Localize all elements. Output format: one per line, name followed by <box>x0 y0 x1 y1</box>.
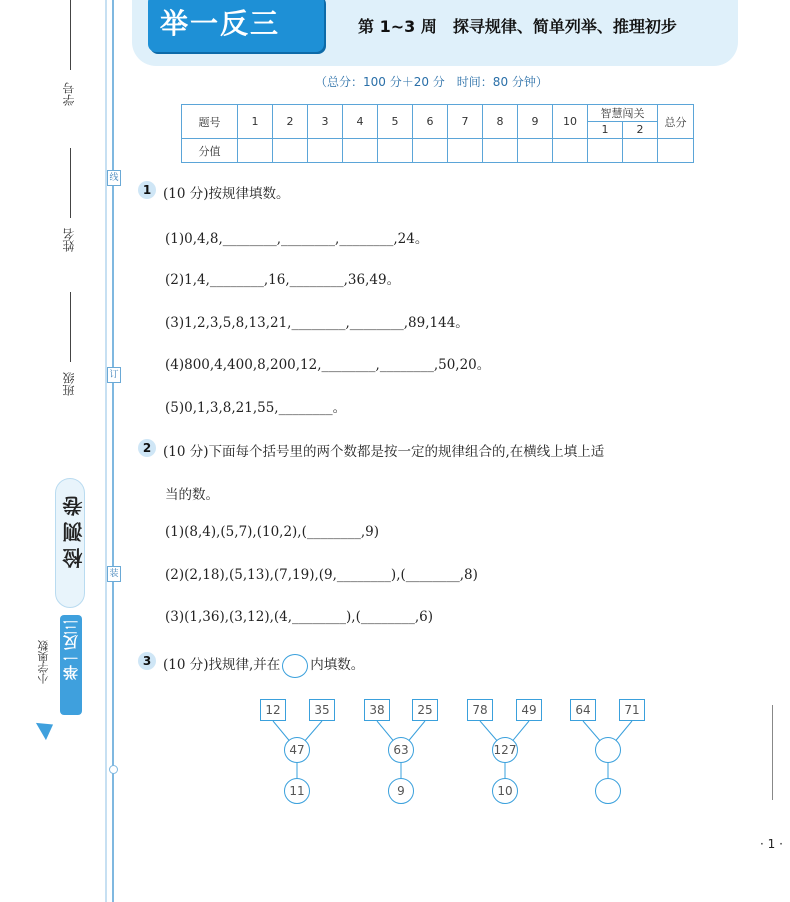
bind-char-line: 线 <box>107 170 121 186</box>
class-label: 班级 <box>62 372 76 396</box>
tree-4-mid-answer-circle[interactable] <box>595 737 621 763</box>
tree-2-mid-circle: 63 <box>388 737 414 763</box>
q3-stem-after: 内填数。 <box>310 657 365 673</box>
page-number: · 1 · <box>760 837 783 851</box>
student-id-label: 学号 <box>62 82 76 106</box>
col-2: 2 <box>273 105 308 139</box>
page-title: 第 1~3 周 探寻规律、简单列举、推理初步 <box>358 17 677 36</box>
q1-item-3: (3)1,2,3,5,8,13,21,________,________,89,144。 <box>165 315 469 331</box>
q2-item-1: (1)(8,4),(5,7),(10,2),(________,9) <box>165 524 380 540</box>
question-number-3: 3 <box>138 652 156 670</box>
smart-col-2: 2 <box>636 123 644 136</box>
col-1: 1 <box>238 105 273 139</box>
question-number-1: 1 <box>138 181 156 199</box>
total-label: 总分 <box>658 105 694 139</box>
col-7: 7 <box>448 105 483 139</box>
q1-item-5: (5)0,1,3,8,21,55,________。 <box>165 400 347 416</box>
tree-1-mid-circle: 47 <box>284 737 310 763</box>
col-4: 4 <box>343 105 378 139</box>
tree-2-right-box: 25 <box>412 699 438 721</box>
question-number-2: 2 <box>138 439 156 457</box>
col-9: 9 <box>518 105 553 139</box>
tree-1-bottom-circle: 11 <box>284 778 310 804</box>
tree-3-bottom-circle: 10 <box>492 778 518 804</box>
tree-2-bottom-circle: 9 <box>388 778 414 804</box>
tree-2-left-box: 38 <box>364 699 390 721</box>
row-label-question: 题号 <box>182 105 238 139</box>
series-logo-text: 举一反三 <box>62 620 80 680</box>
tree-4-left-box: 64 <box>570 699 596 721</box>
smart-col-1: 1 <box>588 122 623 138</box>
right-margin-rule <box>772 705 773 800</box>
bind-char-bind: 装 <box>107 566 121 582</box>
q2-item-3: (3)(1,36),(3,12),(4,________),(________,6) <box>165 609 434 625</box>
bind-char-staple: 订 <box>107 367 121 383</box>
tree-3-mid-circle: 127 <box>492 737 518 763</box>
col-5: 5 <box>378 105 413 139</box>
q1-item-1: (1)0,4,8,________,________,________,24。 <box>165 231 429 247</box>
q1-item-2: (2)1,4,________,16,________,36,49。 <box>165 272 401 288</box>
smart-challenge-label: 智慧闯关 <box>588 105 657 122</box>
col-8: 8 <box>483 105 518 139</box>
q1-item-4: (4)800,4,400,8,200,12,________,________,50,20。 <box>165 357 491 373</box>
q2-stem-line2: 当的数。 <box>165 487 219 503</box>
book-type-label: 检测卷 <box>62 490 86 568</box>
tree-3-right-box: 49 <box>516 699 542 721</box>
q3-stem-before: (10 分)找规律,并在 <box>163 657 281 673</box>
tree-4-bottom-answer-circle[interactable] <box>595 778 621 804</box>
col-6: 6 <box>413 105 448 139</box>
series-subtitle: 小学奥数 <box>37 640 50 684</box>
tree-3-left-box: 78 <box>467 699 493 721</box>
tree-1-left-box: 12 <box>260 699 286 721</box>
tree-4-right-box: 71 <box>619 699 645 721</box>
row-label-score: 分值 <box>182 139 238 163</box>
q2-item-2: (2)(2,18),(5,13),(7,19),(9,________),(________,8) <box>165 567 478 583</box>
header-logo-text: 举一反三 <box>160 7 281 40</box>
tree-1-right-box: 35 <box>309 699 335 721</box>
name-label: 姓名 <box>62 228 76 252</box>
col-10: 10 <box>553 105 588 139</box>
q2-stem-line1: (10 分)下面每个括号里的两个数都是按一定的规律组合的,在横线上填上适 <box>163 444 605 460</box>
score-info: （总分：100 分＋20 分 时间：80 分钟） <box>315 75 548 89</box>
col-3: 3 <box>308 105 343 139</box>
q1-stem: (10 分)按规律填数。 <box>163 186 290 202</box>
